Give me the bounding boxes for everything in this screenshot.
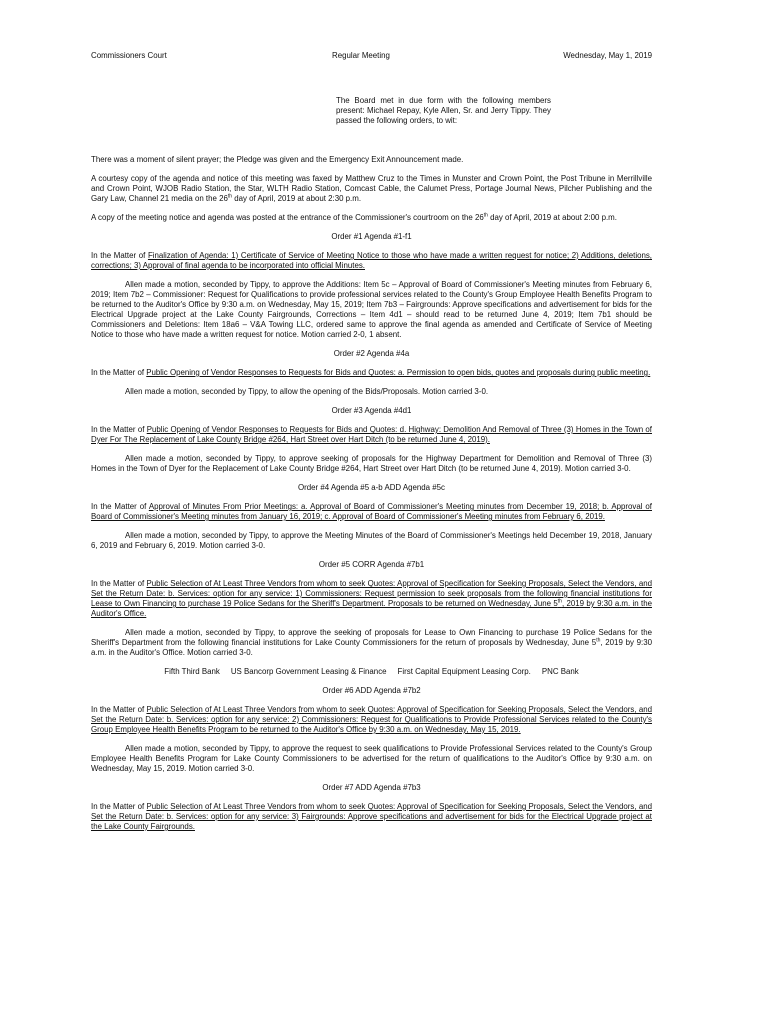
order-2-matter <box>91 368 652 378</box>
matter-prefix: In the Matter of <box>91 579 147 588</box>
order-5-matter-text <box>91 579 652 618</box>
vendor-item: US Bancorp Government Leasing & Finance <box>230 667 387 676</box>
order-3-matter-text: Public Opening of Vendor Responses to Requests for Bids and Quotes: d. Highway: Demolition And Removal of Three (3) Homes in the Town of Dyer For The Replacement of Lake County Bridge #264, Hart Street over Hart Ditch (to be returned June 4, 2019). <box>91 425 652 444</box>
order-7-matter-text: Public Selection of At Least Three Vendors from whom to seek Quotes: Approval of Specification for Seeking Proposals, Select the Vendors, and Set the Return Date: b. Services: option for any service: 3) Fairgrounds: Approve specifications and advertisement for bids for the Electrical Upgrade project at the Lake County Fairgrounds. <box>91 802 652 831</box>
order-5-motion-start: Allen made a motion, seconded by Tippy, to approve the seeking of proposals for Lease to Own Financing to purchase 19 Police Sedans for the Sheriff's Department from the following financial institutions for Lake County Commissioners for the return of proposals by Wednesday, June 5 <box>91 628 652 647</box>
order-3-motion: Allen made a motion, seconded by Tippy, to approve seeking of proposals for the Highway Department for Demolition and Removal of Three (3) Homes in the Town of Dyer for the Replacement of Lake County Bridge #264, Hart Street over Hart Ditch (to be returned June 4, 2019). Motion carried 3-0. <box>91 454 652 473</box>
matter-prefix: In the Matter of <box>91 368 147 377</box>
order-1-motion: Allen made a motion, seconded by Tippy, to approve the Additions: Item 5c – Approval of Board of Commissioner's Meeting minutes from February 6, 2019; Item 7b2 – Commissioner: Request for Qualifications to provide professional services related to the County's Group Employee Health Benefits Program to be returned to the Auditor's Office by 9:30 a.m. on Wednesday, May 15, 2019; Item 7b3 – Fairgrounds: Approve specifications and advertisement for bids for the Electrical Upgrade project at the Lake County Fairgrounds, Corrections – Item 4d1 – should read to be returned June 4, 2019; Item 7b1 should be Commissioners and Deletions: Item 18a6 – V&A Towing LLC, ordered same to approve the final agenda as amended and Certificate of Service of Meeting Notice to those who have made a written request for notice. Motion carried 2-0, 1 absent. <box>91 280 652 339</box>
order-2-motion: Allen made a motion, seconded by Tippy, to allow the opening of the Bids/Proposals. Motion carried 3-0. <box>125 387 489 396</box>
order-6-motion: Allen made a motion, seconded by Tippy, to approve the request to seek qualifications to Provide Professional Services related to the County's Group Employee Health Benefits Program for Lake County Commissioners to be advertised for the return of qualifications to the Auditor's Office by 9:30 a.m. on Wednesday, May 15, 2019. Motion carried 3-0. <box>91 744 652 773</box>
order-5-motion-end: , 2019 by 9:30 a.m. in the Auditor's Office. Motion carried 3-0. <box>91 638 652 657</box>
order-6-matter <box>91 705 652 735</box>
order-5-motion <box>91 628 652 658</box>
matter-prefix: In the Matter of <box>91 502 149 511</box>
header-date: Wednesday, May 1, 2019 <box>563 51 652 60</box>
posted-text-end: day of April, 2019 at about 2:00 p.m. <box>487 213 617 222</box>
order-7-heading: Order #7 ADD Agenda #7b3 <box>322 783 421 792</box>
vendor-item: Fifth Third Bank <box>164 667 220 676</box>
order-4-motion: Allen made a motion, seconded by Tippy, to approve the Meeting Minutes of the Board of Commissioner's Meetings held December 19, 2018, January 6, 2019 and February 6, 2019. Motion carried 3-0. <box>91 531 652 550</box>
matter-prefix: In the Matter of <box>91 425 147 434</box>
courtesy-sup: th <box>227 193 233 200</box>
page-header <box>91 51 652 63</box>
order-1-matter-text: Finalization of Agenda: 1) Certificate of Service of Meeting Notice to those who have made a written request for notice; 2) Additions, deletions, corrections; 3) Approval of final agenda to be incorporated into official Minutes. <box>91 251 652 270</box>
courtesy-text-end: day of April, 2019 at about 2:30 p.m. <box>232 194 362 203</box>
matter-prefix: In the Matter of <box>91 251 148 260</box>
order-2-heading: Order #2 Agenda #4a <box>333 349 410 358</box>
header-court: Commissioners Court <box>91 51 167 60</box>
order-5-heading: Order #5 CORR Agenda #7b1 <box>318 560 425 569</box>
order-4-matter <box>91 502 652 522</box>
posted-paragraph <box>91 213 652 223</box>
posted-sup: th <box>483 212 488 219</box>
order-5-matter-text-end: , 2019 by 9:30 a.m. in the Auditor's Office. <box>91 599 652 618</box>
vendor-item: First Capital Equipment Leasing Corp. <box>397 667 531 676</box>
order-5-matter-text-start: Public Selection of At Least Three Vendors from whom to seek Quotes: Approval of Specification for Seeking Proposals, Select the Vendors, and Set the Return Date: b. Services: option for any service: 1) Commissioners: Request permission to seek proposals from the following financial institutions for Lease to Own Financing to purchase 19 Police Sedans for the Sheriff's Department. Proposals to be returned on Wednesday, June 5 <box>91 579 652 608</box>
order-5-matter-sup: th <box>557 598 562 605</box>
prayer-paragraph: There was a moment of silent prayer; the Pledge was given and the Emergency Exit Announcement made. <box>91 155 464 164</box>
courtesy-text: A courtesy copy of the agenda and notice of this meeting was faxed by Matthew Cruz to the Times in Munster and Crown Point, the Post Tribune in Merrillville and Crown Point, WJOB Radio Station, the Star, WLTH Radio Station, Comcast Cable, the Calumet Press, Portage Journal News, Pilcher Publishing and the Gary Law, Channel 21 media on the 26 <box>91 174 652 203</box>
order-7-matter <box>91 802 652 832</box>
vendor-list <box>91 667 652 677</box>
header-meeting-type: Regular Meeting <box>332 51 390 60</box>
courtesy-paragraph <box>91 174 652 204</box>
posted-text: A copy of the meeting notice and agenda was posted at the entrance of the Commissioner's courtroom on the 26 <box>91 213 484 222</box>
order-4-matter-text: Approval of Minutes From Prior Meetings: a. Approval of Board of Commissioner's Meeting minutes from December 19, 2018; b. Approval of Board of Commissioner's Meeting minutes from January 16, 2019; c. Approval of Board of Commissioner's Meeting minutes from February 6, 2019. <box>91 502 652 521</box>
order-6-heading: Order #6 ADD Agenda #7b2 <box>322 686 421 695</box>
order-6-matter-text: Public Selection of At Least Three Vendors from whom to seek Quotes: Approval of Specification for Seeking Proposals, Select the Vendors, and Set the Return Date: b. Services: option for any service: 2) Commissioners: Request for Qualifications to Provide Professional Services related to the County's Group Employee Health Benefits Program to be returned to the Auditor's Office by 9:30 a.m. on Wednesday, May 15, 2019. <box>91 705 652 734</box>
order-5-matter <box>91 579 652 619</box>
order-1-heading: Order #1 Agenda #1-f1 <box>331 232 412 241</box>
order-1-matter <box>91 251 652 271</box>
matter-prefix: In the Matter of <box>91 705 147 714</box>
order-2-matter-text: Public Opening of Vendor Responses to Requests for Bids and Quotes: a. Permission to open bids, quotes and proposals during public meeting. <box>146 368 651 377</box>
order-3-matter <box>91 425 652 445</box>
vendor-item: PNC Bank <box>541 667 579 676</box>
members-present: The Board met in due form with the following members present: Michael Repay, Kyle Allen, Sr. and Jerry Tippy. They passed the following orders, to wit: <box>336 96 551 125</box>
order-5-motion-sup: th <box>596 637 601 644</box>
order-4-heading: Order #4 Agenda #5 a-b ADD Agenda #5c <box>298 483 445 492</box>
minutes-body <box>91 155 652 832</box>
matter-prefix: In the Matter of <box>91 802 147 811</box>
order-3-heading: Order #3 Agenda #4d1 <box>331 406 412 415</box>
